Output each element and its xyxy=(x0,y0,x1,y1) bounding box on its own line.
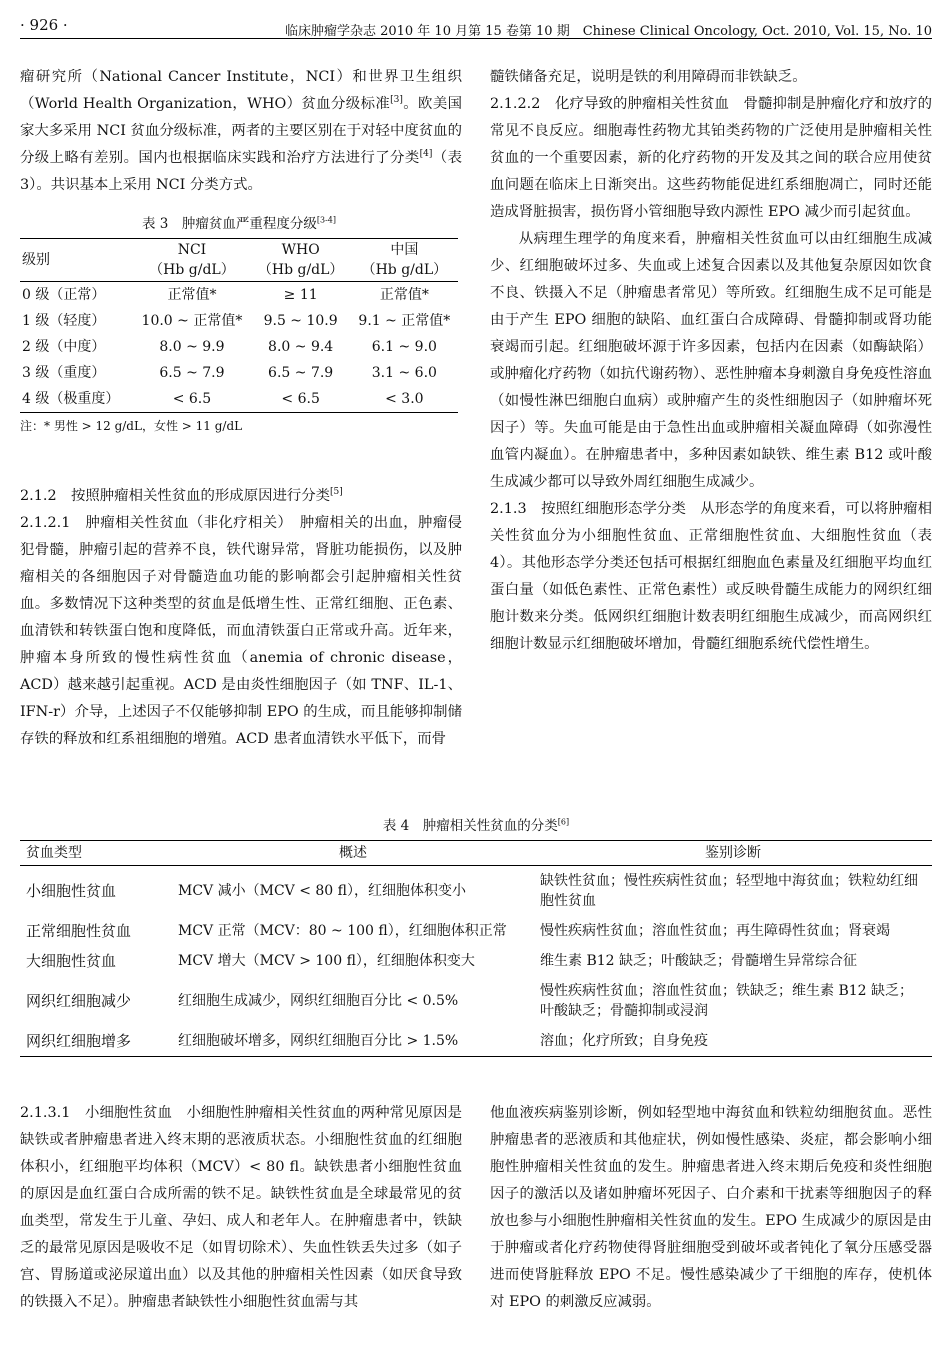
column-header-differential-diagnosis: 鉴别诊断 xyxy=(705,845,761,861)
table-row xyxy=(20,916,932,946)
paragraph-2-1-2-2: 2.1.2.2 化疗导致的肿瘤相关性贫血 骨髓抑制是肿瘤化疗和放疗的常见不良反应。细胞毒性药物尤其铂类药物的广泛使用是肿瘤相关性贫血的一个重要因素，新的化疗药物的开发及其之间的联合应用使贫血问题在临床上日渐突出。这些药物能促进红系细胞凋亡，同时还能造成肾脏损害，损伤肾小管细胞导致内源性 EPO 减少而引起贫血。 xyxy=(490,96,932,220)
table-cell: 红细胞生成减少，网织红细胞百分比 < 0.5% xyxy=(178,993,459,1009)
column-header-overview: 概述 xyxy=(339,845,367,861)
table-4 xyxy=(20,814,932,1057)
table-cell: 6.5 ~ 7.9 xyxy=(159,365,225,381)
paragraph-iron-storage: 髓铁储备充足，说明是铁的利用障碍而非铁缺乏。 xyxy=(490,69,807,85)
table-3-caption: 表 3 肿瘤贫血严重程度分级[3-4] xyxy=(141,215,336,232)
table-cell: 6.1 ~ 9.0 xyxy=(371,339,437,355)
table-cell: 9.5 ~ 10.9 xyxy=(263,313,338,329)
table-cell: MCV 减小（MCV < 80 fl），红细胞体积变小 xyxy=(178,883,466,899)
table-cell: 2 级（中度） xyxy=(22,339,106,355)
table-cell: 小细胞性贫血 xyxy=(26,882,117,900)
left-column-mid xyxy=(20,483,462,753)
table-cell: 8.0 ~ 9.4 xyxy=(268,339,334,355)
right-column-top xyxy=(490,64,932,658)
column-header-nci: NCI （Hb g/dL） xyxy=(149,242,235,278)
table-row xyxy=(20,386,458,413)
table-cell: MCV 增大（MCV > 100 fl），红细胞体积变大 xyxy=(178,953,475,969)
table-row xyxy=(20,976,932,1026)
table-row xyxy=(20,308,458,334)
table-cell: ≥ 11 xyxy=(283,287,318,303)
table-3-note: 注：* 男性 > 12 g/dL，女性 > 11 g/dL xyxy=(20,419,243,433)
table-cell: 0 级（正常） xyxy=(22,287,106,303)
paragraph-grading-standards: 瘤研究所（National Cancer Institute，NCI）和世界卫生组织（World Health Organization，WHO）贫血分级标准[3]。欧美国家大多采用 NCI 贫血分级标准，两者的主要区别在于对轻中度贫血的分级上略有差别。国内也根据临床实践和治疗方法进行了分类[4]（表 3）。共识基本上采用 NCI 分类方式。 xyxy=(20,69,462,193)
paragraph-2-1-3: 2.1.3 按照红细胞形态学分类 从形态学的角度来看，可以将肿瘤相关性贫血分为小细胞性贫血、正常细胞性贫血、大细胞性贫血（表 4）。其他形态学分类还包括可根据红细胞血色素量及红细胞平均血红蛋白量（如低色素性、正常色素性）或反映骨髓生成能力的网织红细胞计数来分类。低网织红细胞计数表明红细胞生成减少，而高网织红细胞计数显示红细胞破坏增加，骨髓红细胞系统代偿性增生。 xyxy=(490,501,932,652)
table-cell: 正常值* xyxy=(379,287,429,303)
paragraph-2-1-2-1: 2.1.2.1 肿瘤相关性贫血（非化疗相关） 肿瘤相关的出血，肿瘤侵犯骨髓，肿瘤引起的营养不良，铁代谢异常，肾脏功能损伤，以及肿瘤相关的各细胞因子对骨髓造血功能的影响都会引起肿瘤相关性贫血。多数情况下这种类型的贫血是低增生性、正常红细胞、正色素、血清铁和转铁蛋白饱和度降低，而血清铁蛋白正常或升高。近年来，肿瘤本身所致的慢性病性贫血（anemia of chronic disease，ACD）越来越引起重视。ACD 是由炎性细胞因子（如 TNF、IL-1、IFN-r）介导，上述因子不仅能够抑制 EPO 的生成，而且能够抑制储存铁的释放和红系祖细胞的增殖。ACD 患者血清铁水平低下，而骨 xyxy=(20,515,462,747)
table-3 xyxy=(20,212,458,434)
table-row xyxy=(20,866,932,917)
right-column-bottom xyxy=(490,1100,932,1316)
table-cell: 9.1 ~ 正常值* xyxy=(358,313,451,329)
table-cell: 红细胞破坏增多，网织红细胞百分比 > 1.5% xyxy=(178,1033,459,1049)
table-4-reference[interactable]: [6] xyxy=(557,817,570,827)
column-header-level: 级别 xyxy=(22,252,50,268)
table-cell: < 6.5 xyxy=(281,391,320,407)
table-row xyxy=(20,282,458,309)
table-4-grid xyxy=(20,840,932,1057)
table-cell: 大细胞性贫血 xyxy=(26,952,117,970)
table-cell: 正常细胞性贫血 xyxy=(26,922,132,940)
table-cell: < 6.5 xyxy=(172,391,212,407)
column-header-anemia-type: 贫血类型 xyxy=(26,845,82,861)
table-header-row xyxy=(20,841,932,866)
table-cell: 网织红细胞增多 xyxy=(26,1032,132,1050)
section-heading-2-1-2: 2.1.2 按照肿瘤相关性贫血的形成原因进行分类[5] xyxy=(20,487,343,504)
table-row xyxy=(20,360,458,386)
table-cell: 慢性疾病性贫血；溶血性贫血；铁缺乏；维生素 B12 缺乏；叶酸缺乏；骨髓抑制或浸润 xyxy=(540,983,914,1019)
table-row xyxy=(20,946,932,976)
table-cell: 网织红细胞减少 xyxy=(26,992,132,1010)
table-cell: 溶血；化疗所致；自身免疫 xyxy=(540,1033,708,1049)
table-cell: 慢性疾病性贫血；溶血性贫血；再生障碍性贫血；肾衰竭 xyxy=(540,923,890,939)
table-4-caption: 表 4 肿瘤相关性贫血的分类[6] xyxy=(382,817,570,834)
page-header xyxy=(20,12,932,39)
table-row xyxy=(20,334,458,360)
table-row xyxy=(20,1026,932,1057)
table-cell: 10.0 ~ 正常值* xyxy=(141,313,243,329)
left-column-bottom xyxy=(20,1100,462,1316)
table-cell: 3.1 ~ 6.0 xyxy=(371,365,437,381)
table-cell: < 3.0 xyxy=(385,391,424,407)
table-cell: MCV 正常（MCV：80 ~ 100 fl），红细胞体积正常 xyxy=(178,923,507,939)
reference-5[interactable]: [5] xyxy=(330,487,343,498)
paragraph-pathophysiology: 从病理生理学的角度来看，肿瘤相关性贫血可以由红细胞生成减少、红细胞破坏过多、失血或上述复合因素以及其他复杂原因如饮食不良、铁摄入不足（肿瘤患者常见）等所致。红细胞生成不足可能是由于产生 EPO 细胞的缺陷、血红蛋白合成障碍、骨髓抑制或肾功能衰竭而引起。红细胞破坏源于许多因素，包括内在因素（如酶缺陷）或肿瘤化疗药物（如抗代谢药物）、恶性肿瘤本身刺激自身免疫性溶血（如慢性淋巴细胞白血病）或肿瘤产生的炎性细胞因子（如肿瘤坏死因子）等。失血可能是由于急性出血或肿瘤相关凝血障碍（如弥漫性血管内凝血）。在肿瘤患者中，多种因素如缺铁、维生素 B12 或叶酸生成减少都可以导致外周红细胞生成减少。 xyxy=(490,231,932,490)
reference-3[interactable]: [3] xyxy=(390,95,403,106)
table-cell: 缺铁性贫血；慢性疾病性贫血；轻型地中海贫血；铁粒幼红细胞性贫血 xyxy=(540,873,918,909)
table-cell: 6.5 ~ 7.9 xyxy=(268,365,334,381)
reference-4[interactable]: [4] xyxy=(419,149,433,160)
page-number: · 926 · xyxy=(20,16,68,34)
table-cell: 3 级（重度） xyxy=(22,365,106,381)
table-3-reference[interactable]: [3-4] xyxy=(316,215,336,225)
table-3-grid xyxy=(20,238,458,413)
left-column-top xyxy=(20,64,462,199)
column-header-china: 中国 （Hb g/dL） xyxy=(361,242,448,278)
table-cell: 维生素 B12 缺乏；叶酸缺乏；骨髓增生异常综合征 xyxy=(540,953,858,969)
column-header-who: WHO （Hb g/dL） xyxy=(257,242,344,278)
table-cell: 1 级（轻度） xyxy=(22,313,106,329)
journal-running-head: 临床肿瘤学杂志 2010 年 10 月第 15 卷第 10 期 Chinese Clinical Oncology, Oct. 2010, Vol. 15, No. 10 xyxy=(284,24,932,39)
table-header-row xyxy=(20,239,458,282)
table-cell: 8.0 ~ 9.9 xyxy=(159,339,225,355)
table-cell: 正常值* xyxy=(167,287,217,303)
paragraph-microcytic-differential: 他血液疾病鉴别诊断，例如轻型地中海贫血和铁粒幼细胞贫血。恶性肿瘤患者的恶液质和其他症状，例如慢性感染、炎症，都会影响小细胞性肿瘤相关性贫血的发生。肿瘤患者进入终末期后免疫和炎性细胞因子的激活以及诸如肿瘤坏死因子、白介素和干扰素等细胞因子的释放也参与小细胞性肿瘤相关性贫血的发生。EPO 生成减少的原因是由于肿瘤或者化疗药物使得肾脏细胞受到破坏或者钝化了氧分压感受器进而使肾脏释放 EPO 不足。慢性感染减少了干细胞的库存，使机体对 EPO 的刺激反应减弱。 xyxy=(490,1105,932,1310)
table-cell: 4 级（极重度） xyxy=(22,391,120,407)
paragraph-2-1-3-1: 2.1.3.1 小细胞性贫血 小细胞性肿瘤相关性贫血的两种常见原因是缺铁或者肿瘤患者进入终末期的恶液质状态。小细胞性贫血的红细胞体积小，红细胞平均体积（MCV）< 80 fl。缺铁患者小细胞性贫血的原因是血红蛋白合成所需的铁不足。缺铁性贫血是全球最常见的贫血类型，常发生于儿童、孕妇、成人和老年人。在肿瘤患者中，铁缺乏的最常见原因是吸收不足（如胃切除术）、失血性铁丢失过多（如子宫、胃肠道或泌尿道出血）以及其他的肿瘤相关性因素（如厌食导致的铁摄入不足）。肿瘤患者缺铁性小细胞性贫血需与其 xyxy=(20,1105,462,1310)
